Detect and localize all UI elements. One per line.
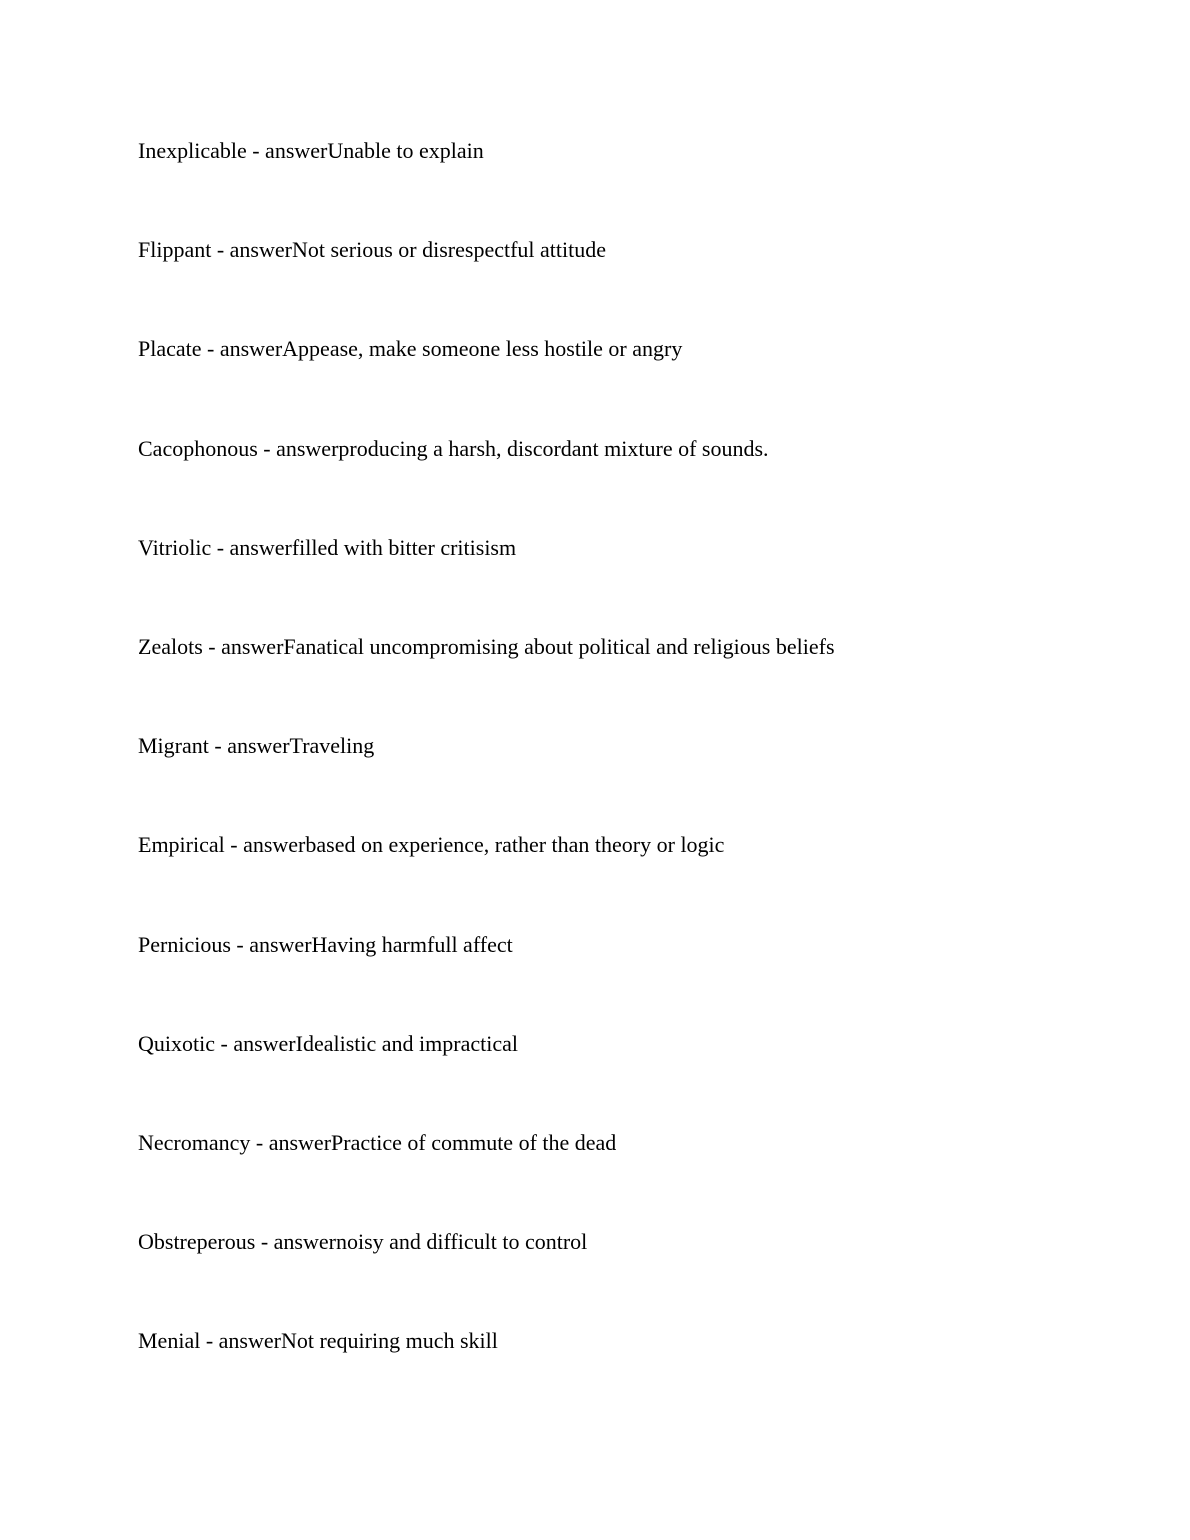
answer-separator: - answer <box>211 534 292 560</box>
answer-separator: - answer <box>211 237 292 263</box>
definition: Fanatical uncompromising about political and religious beliefs <box>283 633 835 659</box>
list-item <box>138 1228 835 1256</box>
definition: Having harmfull affect <box>311 931 513 957</box>
definition: noisy and difficult to control <box>335 1229 588 1255</box>
answer-separator: - answer <box>202 633 284 659</box>
definition: Traveling <box>289 733 375 759</box>
term: Pernicious <box>138 931 231 957</box>
answer-separator: - answer <box>250 1129 332 1155</box>
list-item <box>138 534 835 562</box>
term: Zealots <box>138 633 203 659</box>
term: Empirical <box>138 832 225 858</box>
list-item <box>138 1327 835 1355</box>
term: Vitriolic <box>138 534 212 560</box>
term: Migrant <box>138 733 209 759</box>
term: Quixotic <box>138 1030 215 1056</box>
definition: Not serious or disrespectful attitude <box>291 237 607 263</box>
term: Obstreperous <box>138 1229 256 1255</box>
answer-separator: - answer <box>208 733 290 759</box>
list-item <box>138 732 835 760</box>
flashcard-list <box>138 137 835 1426</box>
list-item <box>138 931 835 959</box>
definition: Idealistic and impractical <box>295 1030 518 1056</box>
list-item <box>138 831 835 859</box>
definition: Unable to explain <box>327 138 484 163</box>
term: Menial <box>138 1328 201 1354</box>
term: Cacophonous <box>138 435 258 461</box>
list-item <box>138 335 835 363</box>
term: Flippant <box>138 237 212 263</box>
answer-separator: - answer <box>246 138 328 163</box>
definition: based on experience, rather than theory or logic <box>305 832 725 858</box>
list-item <box>138 236 835 264</box>
term: Necromancy <box>138 1129 251 1155</box>
definition: producing a harsh, discordant mixture of sounds. <box>338 435 769 461</box>
definition: filled with bitter critisism <box>291 534 517 560</box>
answer-separator: - answer <box>230 931 312 957</box>
definition: Not requiring much skill <box>280 1328 498 1354</box>
answer-separator: - answer <box>224 832 306 858</box>
list-item <box>138 633 835 661</box>
answer-separator: - answer <box>215 1030 296 1056</box>
list-item <box>138 1129 835 1157</box>
list-item <box>138 435 835 463</box>
answer-separator: - answer <box>255 1229 336 1255</box>
list-item <box>138 137 835 165</box>
answer-separator: - answer <box>257 435 339 461</box>
answer-separator: - answer <box>201 336 283 362</box>
list-item <box>138 1030 835 1058</box>
answer-separator: - answer <box>200 1328 281 1354</box>
definition: Practice of commute of the dead <box>331 1129 617 1155</box>
term: Inexplicable <box>138 138 247 163</box>
term: Placate <box>138 336 202 362</box>
definition: Appease, make someone less hostile or angry <box>282 336 683 362</box>
